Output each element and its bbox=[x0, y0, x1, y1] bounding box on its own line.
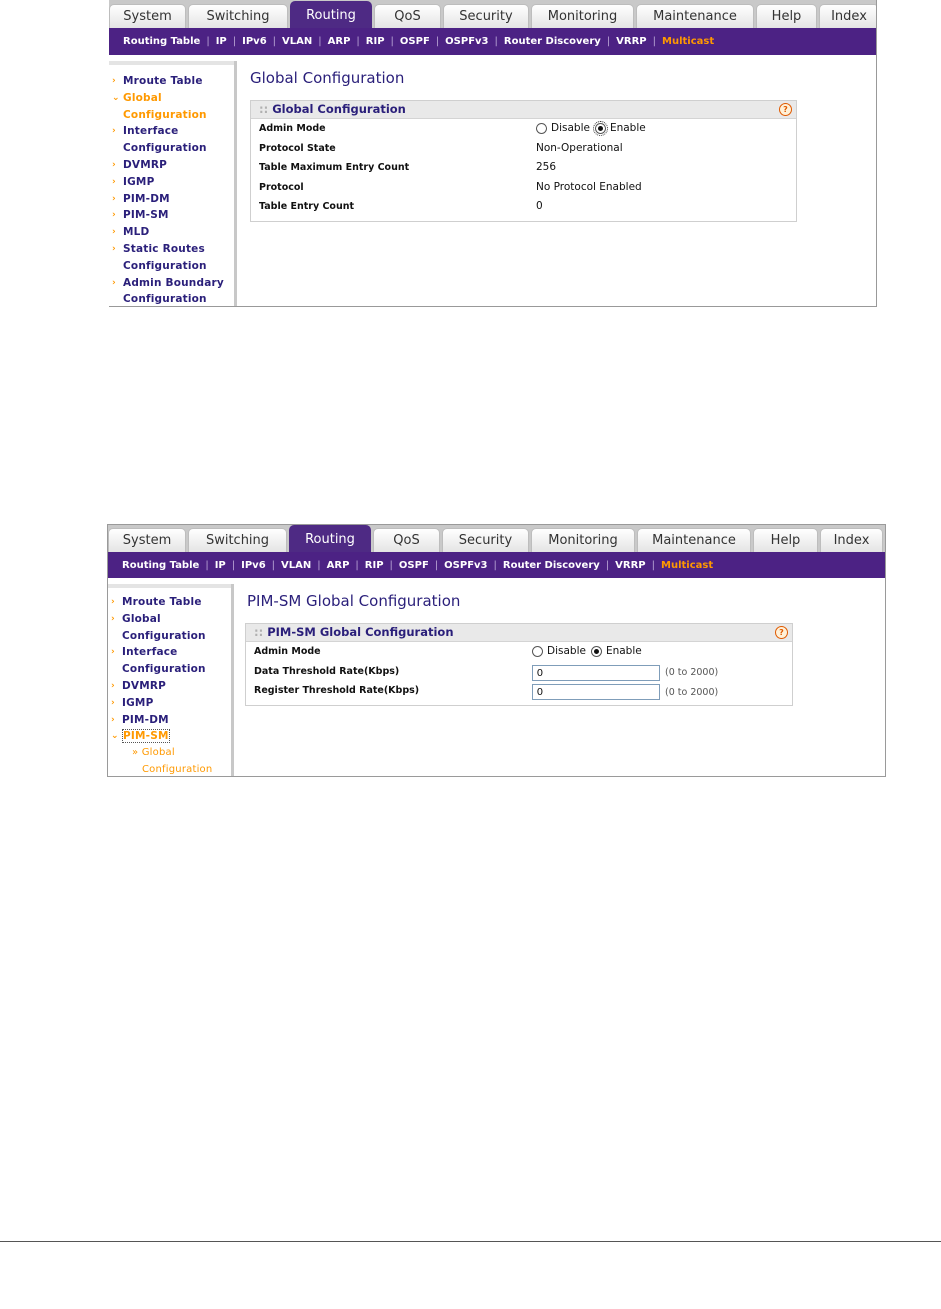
data-threshold-rate-range: (0 to 2000) bbox=[665, 667, 719, 678]
chevron-right-icon: › bbox=[112, 159, 116, 170]
sidebar-menu bbox=[109, 61, 237, 306]
subnav-vrrp[interactable]: VRRP bbox=[615, 559, 646, 571]
subnav-separator: | bbox=[232, 36, 237, 47]
sidebar-item-interface-cont[interactable]: Configuration bbox=[123, 142, 207, 155]
row-protocol bbox=[251, 178, 796, 198]
sidebar-item-igmp[interactable]: › IGMP bbox=[108, 695, 231, 712]
subnav-separator: | bbox=[356, 36, 360, 47]
register-threshold-rate-field bbox=[532, 684, 718, 700]
sidebar-menu bbox=[108, 584, 234, 776]
chevron-right-icon: › bbox=[111, 714, 115, 725]
sidebar-item-interface[interactable]: › Interface bbox=[109, 123, 234, 140]
subnav-separator: | bbox=[205, 559, 209, 571]
sidebar-item-admin-boundary[interactable]: › Admin Boundary bbox=[109, 275, 234, 292]
subnav-ip[interactable]: IP bbox=[215, 36, 227, 47]
data-threshold-rate-field bbox=[532, 665, 718, 681]
enable-radio[interactable] bbox=[591, 646, 602, 657]
subnav-separator: | bbox=[435, 36, 440, 47]
sidebar-item-mroute-table[interactable]: › Mroute Table bbox=[108, 594, 231, 611]
disable-label: Disable bbox=[547, 645, 586, 657]
help-icon[interactable]: ? bbox=[775, 626, 788, 639]
tab-monitoring[interactable]: Monitoring bbox=[531, 528, 635, 552]
sidebar-item-pim-dm[interactable]: › PIM-DM bbox=[108, 712, 231, 729]
subnav-separator: | bbox=[355, 559, 359, 571]
tab-system[interactable]: System bbox=[109, 4, 186, 28]
tab-routing[interactable]: Routing bbox=[289, 525, 371, 552]
top-tab-bar bbox=[109, 0, 876, 28]
protocol-state-value: Non-Operational bbox=[536, 141, 623, 154]
page-title: Global Configuration bbox=[250, 69, 405, 87]
protocol-value: No Protocol Enabled bbox=[536, 180, 642, 193]
sidebar-item-mroute-table[interactable]: › Mroute Table bbox=[109, 73, 234, 90]
tab-help[interactable]: Help bbox=[756, 4, 817, 28]
row-admin-mode bbox=[251, 119, 796, 139]
sidebar-item-global[interactable]: › Global bbox=[108, 611, 231, 628]
tab-routing[interactable]: Routing bbox=[290, 1, 372, 28]
chevron-right-icon: › bbox=[112, 277, 116, 288]
sidebar-item-global[interactable]: ⌄ Global bbox=[109, 90, 234, 107]
subnav-router-discovery[interactable]: Router Discovery bbox=[503, 36, 601, 47]
grip-icon: :: bbox=[254, 625, 264, 639]
tab-maintenance[interactable]: Maintenance bbox=[636, 4, 754, 28]
config-panel bbox=[250, 100, 797, 222]
subnav-separator: | bbox=[389, 559, 393, 571]
sidebar-subitem-global-cont[interactable]: Configuration bbox=[142, 763, 213, 775]
chevron-right-icon: › bbox=[112, 176, 116, 187]
screenshot-global-configuration bbox=[109, 0, 877, 307]
chevron-right-icon: › bbox=[111, 680, 115, 691]
row-admin-mode bbox=[246, 642, 792, 662]
subnav-separator: | bbox=[605, 559, 610, 571]
subnav-separator: | bbox=[318, 36, 322, 47]
admin-mode-label: Admin Mode bbox=[259, 123, 326, 134]
sidebar-item-admin-boundary-cont[interactable]: Configuration bbox=[123, 293, 207, 306]
tab-security[interactable]: Security bbox=[443, 4, 529, 28]
table-entry-count-label: Table Entry Count bbox=[259, 201, 355, 212]
routing-subnav bbox=[108, 552, 885, 578]
subnav-separator: | bbox=[272, 36, 277, 47]
table-max-entry-count-label: Table Maximum Entry Count bbox=[259, 162, 410, 173]
enable-label: Enable bbox=[609, 122, 646, 134]
sidebar-item-pim-sm[interactable]: ⌄ PIM-SM bbox=[108, 728, 231, 745]
chevron-right-icon: › bbox=[111, 647, 115, 658]
chevron-right-icon: › bbox=[112, 243, 116, 254]
config-panel bbox=[245, 623, 793, 706]
tab-index[interactable]: Index bbox=[820, 528, 883, 552]
subnav-arp[interactable]: ARP bbox=[326, 559, 350, 571]
subnav-ipv6[interactable]: IPv6 bbox=[242, 36, 267, 47]
row-data-threshold-rate bbox=[246, 662, 792, 682]
table-entry-count-value: 0 bbox=[536, 200, 543, 212]
subnav-ospfv3[interactable]: OSPFv3 bbox=[445, 36, 489, 47]
disable-radio[interactable] bbox=[536, 123, 547, 134]
subnav-ospfv3[interactable]: OSPFv3 bbox=[444, 559, 488, 571]
subnav-separator: | bbox=[206, 36, 210, 47]
subnav-separator: | bbox=[434, 559, 439, 571]
sidebar-item-global-cont[interactable]: Configuration bbox=[123, 108, 207, 121]
subnav-routing-table[interactable]: Routing Table bbox=[123, 36, 201, 47]
panel-title: PIM-SM Global Configuration bbox=[267, 625, 454, 639]
subnav-separator: | bbox=[606, 36, 611, 47]
chevron-right-icon: › bbox=[111, 597, 115, 607]
sidebar-item-mld[interactable]: › MLD bbox=[109, 224, 234, 241]
protocol-state-label: Protocol State bbox=[259, 142, 336, 154]
grip-icon: :: bbox=[259, 102, 269, 116]
tab-qos[interactable]: QoS bbox=[373, 528, 440, 552]
page-title: PIM-SM Global Configuration bbox=[247, 592, 461, 610]
subnav-arp[interactable]: ARP bbox=[327, 36, 351, 47]
sidebar-item-igmp[interactable]: › IGMP bbox=[109, 174, 234, 191]
tab-qos[interactable]: QoS bbox=[374, 4, 441, 28]
disable-radio[interactable] bbox=[532, 646, 543, 657]
tab-security[interactable]: Security bbox=[442, 528, 529, 552]
sidebar-item-interface-cont[interactable]: Configuration bbox=[122, 663, 206, 676]
help-icon[interactable]: ? bbox=[779, 103, 792, 116]
subnav-separator: | bbox=[652, 36, 657, 47]
chevron-right-icon: › bbox=[112, 227, 116, 238]
sidebar-item-pim-sm[interactable]: › PIM-SM bbox=[109, 207, 234, 224]
subnav-separator: | bbox=[271, 559, 276, 571]
subnav-ipv6[interactable]: IPv6 bbox=[241, 559, 266, 571]
tab-monitoring[interactable]: Monitoring bbox=[531, 4, 634, 28]
sidebar-item-static-routes[interactable]: › Static Routes bbox=[109, 241, 234, 258]
data-threshold-rate-label: Data Threshold Rate(Kbps) bbox=[254, 665, 400, 677]
register-threshold-rate-label: Register Threshold Rate(Kbps) bbox=[254, 685, 420, 696]
subnav-multicast[interactable]: Multicast bbox=[661, 559, 714, 571]
panel-header bbox=[251, 101, 796, 119]
subnav-rip[interactable]: RIP bbox=[364, 559, 384, 571]
subnav-ospf[interactable]: OSPF bbox=[398, 559, 429, 571]
sidebar-item-static-routes-cont[interactable]: Configuration bbox=[123, 259, 207, 272]
chevron-right-icon: › bbox=[112, 126, 116, 137]
subnav-vlan[interactable]: VLAN bbox=[282, 36, 313, 47]
routing-subnav bbox=[109, 28, 876, 55]
subnav-routing-table[interactable]: Routing Table bbox=[122, 559, 200, 571]
chevron-right-icon: › bbox=[112, 76, 116, 86]
main-content bbox=[239, 61, 876, 306]
tab-switching[interactable]: Switching bbox=[188, 528, 287, 552]
chevron-right-icon: › bbox=[112, 210, 116, 221]
chevron-down-icon: ⌄ bbox=[111, 731, 119, 742]
subnav-vrrp[interactable]: VRRP bbox=[616, 36, 647, 47]
admin-mode-label: Admin Mode bbox=[254, 646, 321, 657]
subnav-separator: | bbox=[231, 559, 236, 571]
subnav-multicast[interactable]: Multicast bbox=[662, 36, 715, 47]
subnav-vlan[interactable]: VLAN bbox=[281, 559, 312, 571]
sidebar-item-pim-dm[interactable]: › PIM-DM bbox=[109, 191, 234, 208]
tab-help[interactable]: Help bbox=[753, 528, 818, 552]
protocol-label: Protocol bbox=[259, 181, 304, 193]
tab-maintenance[interactable]: Maintenance bbox=[637, 528, 751, 552]
sidebar-subitem-global[interactable]: » Global bbox=[132, 747, 175, 759]
chevron-down-icon: ⌄ bbox=[112, 92, 120, 103]
main-content bbox=[236, 584, 885, 776]
panel-title: Global Configuration bbox=[272, 102, 406, 116]
register-threshold-rate-input[interactable] bbox=[532, 684, 660, 700]
table-max-entry-count-value: 256 bbox=[536, 161, 557, 173]
chevron-right-icon: › bbox=[112, 193, 116, 204]
enable-label: Enable bbox=[605, 645, 642, 657]
register-threshold-rate-range: (0 to 2000) bbox=[665, 686, 719, 698]
admin-mode-radios bbox=[536, 122, 651, 134]
chevron-right-icon: › bbox=[111, 697, 115, 708]
sidebar-item-interface[interactable]: › Interface bbox=[108, 644, 231, 661]
subnav-rip[interactable]: RIP bbox=[365, 36, 385, 47]
tab-system[interactable]: System bbox=[108, 528, 186, 552]
subnav-ospf[interactable]: OSPF bbox=[399, 36, 430, 47]
subnav-router-discovery[interactable]: Router Discovery bbox=[502, 559, 600, 571]
screenshot-pim-sm-global-configuration bbox=[107, 524, 886, 777]
sidebar-item-dvmrp[interactable]: › DVMRP bbox=[109, 157, 234, 174]
page-footer-rule bbox=[0, 1241, 941, 1242]
subnav-separator: | bbox=[317, 559, 321, 571]
subnav-separator: | bbox=[493, 559, 497, 571]
data-threshold-rate-input[interactable] bbox=[532, 665, 660, 681]
sidebar-item-global-cont[interactable]: Configuration bbox=[122, 629, 206, 642]
subnav-separator: | bbox=[390, 36, 394, 47]
subnav-separator: | bbox=[651, 559, 656, 571]
row-table-max-entry-count bbox=[251, 158, 796, 178]
chevron-right-icon: › bbox=[111, 613, 115, 624]
subnav-separator: | bbox=[494, 36, 498, 47]
admin-mode-radios bbox=[532, 645, 647, 657]
row-protocol-state bbox=[251, 139, 796, 159]
row-table-entry-count bbox=[251, 197, 796, 217]
enable-radio[interactable] bbox=[595, 123, 606, 134]
top-tab-bar bbox=[108, 525, 885, 552]
panel-header bbox=[246, 624, 792, 642]
disable-label: Disable bbox=[551, 122, 590, 134]
row-register-threshold-rate bbox=[246, 681, 792, 701]
tab-switching[interactable]: Switching bbox=[188, 4, 288, 28]
tab-index[interactable]: Index bbox=[819, 4, 877, 28]
subnav-ip[interactable]: IP bbox=[214, 559, 226, 571]
sidebar-item-dvmrp[interactable]: › DVMRP bbox=[108, 678, 231, 695]
